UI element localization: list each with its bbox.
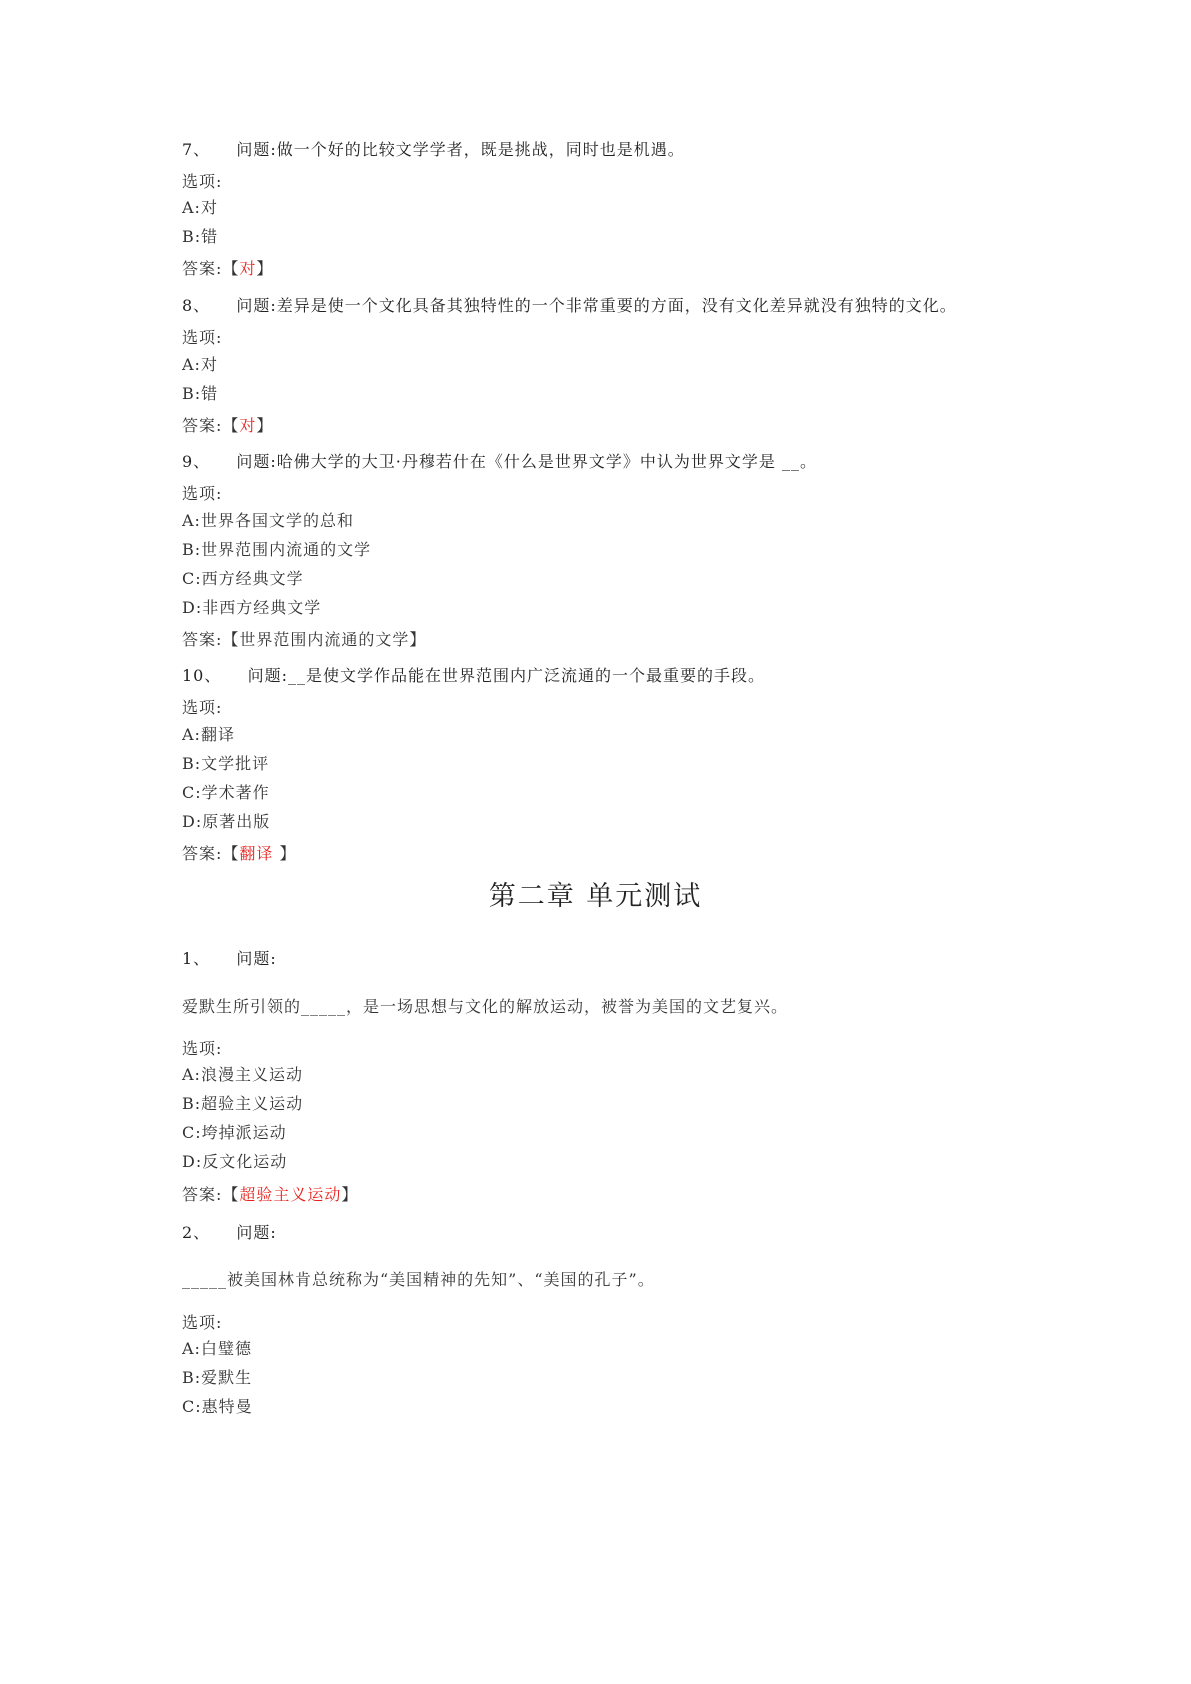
question-number: 1、	[182, 949, 211, 968]
question-text: _____被美国林肯总统称为“美国精神的先知”、“美国的孔子”。	[182, 1270, 655, 1289]
question-number: 9、	[182, 452, 211, 471]
question-label: 问题:	[236, 1223, 277, 1242]
option-b: B:错	[182, 384, 219, 403]
answer-prefix: 答案:【	[182, 844, 240, 863]
option-d: D:原著出版	[182, 812, 271, 831]
option-c: C:西方经典文学	[182, 569, 304, 588]
answer-prefix: 答案:【	[182, 1185, 240, 1204]
answer-prefix: 答案:【	[182, 630, 240, 649]
answer-prefix: 答案:【	[182, 259, 240, 278]
answer-value: 对	[239, 259, 257, 278]
answer-suffix: 】	[341, 1185, 359, 1204]
answer-line	[182, 416, 273, 436]
answer-suffix: 】	[256, 416, 274, 435]
options-label: 选项:	[182, 328, 223, 347]
answer-suffix: 】	[256, 259, 274, 278]
option-c: C:惠特曼	[182, 1397, 253, 1416]
question-text: 问题:__是使文学作品能在世界范围内广泛流通的一个最重要的手段。	[247, 666, 765, 685]
options-label: 选项:	[182, 1039, 223, 1058]
answer-suffix: 】	[273, 844, 297, 863]
answer-line	[182, 1185, 358, 1205]
question-7	[182, 140, 685, 160]
question-8	[182, 296, 957, 316]
question-number: 10、	[182, 666, 222, 685]
answer-value: 翻译	[239, 844, 274, 863]
question-text: 问题:哈佛大学的大卫·丹穆若什在《什么是世界文学》中认为世界文学是 __。	[236, 452, 817, 471]
question-9	[182, 452, 817, 472]
question-number: 7、	[182, 140, 211, 159]
answer-value: 世界范围内流通的文学	[239, 630, 410, 649]
question-number: 2、	[182, 1223, 211, 1242]
answer-line	[182, 259, 273, 279]
option-a: A:对	[182, 355, 218, 374]
answer-prefix: 答案:【	[182, 416, 240, 435]
answer-line	[182, 630, 426, 650]
question-number: 8、	[182, 296, 211, 315]
question-text: 问题:做一个好的比较文学学者，既是挑战，同时也是机遇。	[236, 140, 685, 159]
options-label: 选项:	[182, 484, 223, 503]
option-a: A:翻译	[182, 725, 235, 744]
option-a: A:对	[182, 198, 218, 217]
option-a: A:浪漫主义运动	[182, 1065, 303, 1084]
options-label: 选项:	[182, 698, 223, 717]
chapter2-question-1	[182, 949, 277, 969]
question-10	[182, 666, 765, 686]
option-c: C:垮掉派运动	[182, 1123, 287, 1142]
option-b: B:文学批评	[182, 754, 270, 773]
answer-value: 超验主义运动	[239, 1185, 342, 1204]
option-b: B:世界范围内流通的文学	[182, 540, 372, 559]
answer-suffix: 】	[409, 630, 427, 649]
option-d: D:反文化运动	[182, 1152, 288, 1171]
option-b: B:超验主义运动	[182, 1094, 304, 1113]
options-label: 选项:	[182, 1313, 223, 1332]
chapter-title: 第二章 单元测试	[488, 881, 703, 912]
options-label: 选项:	[182, 172, 223, 191]
answer-line	[182, 844, 297, 864]
question-label: 问题:	[236, 949, 277, 968]
option-a: A:世界各国文学的总和	[182, 511, 354, 530]
option-c: C:学术著作	[182, 783, 270, 802]
option-d: D:非西方经典文学	[182, 598, 322, 617]
question-text: 问题:差异是使一个文化具备其独特性的一个非常重要的方面，没有文化差异就没有独特的文化。	[236, 296, 957, 315]
option-b: B:错	[182, 227, 219, 246]
option-b: B:爱默生	[182, 1368, 253, 1387]
chapter2-question-2	[182, 1223, 277, 1243]
question-text: 爱默生所引领的_____，是一场思想与文化的解放运动，被誉为美国的文艺复兴。	[182, 997, 789, 1016]
option-a: A:白璧德	[182, 1339, 252, 1358]
answer-value: 对	[239, 416, 257, 435]
